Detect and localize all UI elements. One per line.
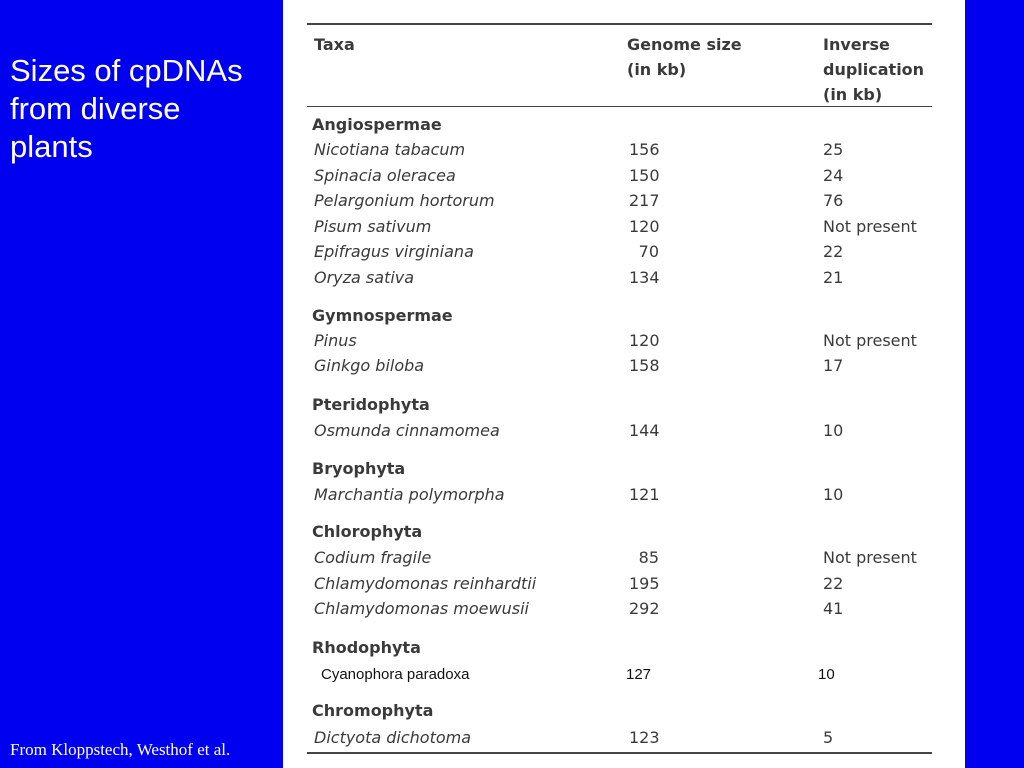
taxon-cell: Nicotiana tabacum: [314, 140, 466, 159]
taxon-cell: Spinacia oleracea: [314, 166, 456, 185]
group-name: Angiospermae: [312, 115, 442, 134]
taxon-cell: Pelargonium hortorum: [314, 191, 495, 210]
inverse-duplication-cell: 25: [823, 140, 844, 159]
source-credit: From Kloppstech, Westhof et al.: [10, 740, 231, 759]
group-heading-row: [283, 395, 965, 420]
group-name: Gymnospermae: [312, 306, 453, 325]
group-name: Bryophyta: [312, 459, 406, 478]
taxon-cell: Osmunda cinnamomea: [314, 421, 500, 440]
inverse-duplication-cell: Not present: [823, 548, 917, 567]
inverse-duplication-cell: 24: [823, 166, 844, 185]
inverse-duplication-cell: Not present: [823, 331, 917, 350]
header-inverse-line: duplication: [823, 60, 925, 79]
table-row: [283, 217, 965, 242]
table-top-rule: [307, 23, 932, 25]
taxon-cell: Cyanophora paradoxa: [321, 666, 470, 683]
header-inverse-line: Inverse: [823, 35, 890, 54]
table-row: [283, 166, 965, 191]
header-inverse-line: (in kb): [823, 85, 883, 104]
genome-size-cell: 120: [629, 331, 660, 350]
taxon-cell: Chlamydomonas reinhardtii: [314, 574, 537, 593]
table-row: [283, 728, 965, 753]
header-genome-line: Genome size: [627, 35, 742, 54]
group-heading-row: [283, 459, 965, 484]
table-row: [283, 666, 965, 691]
inverse-duplication-cell: 17: [823, 356, 844, 375]
table-row: [283, 548, 965, 573]
table-bottom-rule: [307, 752, 932, 754]
slide-title: Sizes of cpDNAs from diverse plants: [10, 53, 243, 164]
group-name: Chlorophyta: [312, 522, 423, 541]
table-row: [283, 421, 965, 446]
table-header-rule: [307, 106, 932, 107]
genome-size-cell: 123: [629, 728, 660, 747]
inverse-duplication-cell: 22: [823, 242, 844, 261]
genome-size-cell: 134: [629, 268, 660, 287]
table-row: [283, 140, 965, 165]
taxon-cell: Pinus: [314, 331, 357, 350]
header-taxa: [314, 32, 355, 57]
genome-size-cell: 121: [629, 485, 660, 504]
header-inverse-duplication: [823, 32, 924, 107]
genome-size-cell: 195: [629, 574, 660, 593]
genome-size-cell: 292: [629, 599, 660, 618]
genome-size-cell: 85: [638, 548, 659, 567]
taxon-cell: Oryza sativa: [314, 268, 415, 287]
group-heading-row: [283, 638, 965, 663]
genome-size-cell: 150: [629, 166, 660, 185]
inverse-duplication-cell: 10: [823, 485, 844, 504]
table-row: [283, 242, 965, 267]
inverse-duplication-cell: 10: [823, 421, 844, 440]
header-genome-line: (in kb): [627, 60, 687, 79]
table-row: [283, 268, 965, 293]
table-row: [283, 485, 965, 510]
inverse-duplication-cell: 41: [823, 599, 844, 618]
genome-size-cell: 144: [629, 421, 660, 440]
group-name: Pteridophyta: [312, 395, 430, 414]
taxon-cell: Dictyota dichotoma: [314, 728, 472, 747]
taxon-cell: Marchantia polymorpha: [314, 485, 505, 504]
header-genome-size: [627, 32, 742, 82]
group-heading-row: [283, 522, 965, 547]
group-heading-row: [283, 306, 965, 331]
genome-size-cell: 158: [629, 356, 660, 375]
header-taxa-line: Taxa: [314, 35, 355, 54]
group-name: Rhodophyta: [312, 638, 421, 657]
cpdna-table: [283, 0, 965, 768]
table-row: [283, 574, 965, 599]
taxon-cell: Ginkgo biloba: [314, 356, 425, 375]
taxon-cell: Codium fragile: [314, 548, 432, 567]
inverse-duplication-cell: 76: [823, 191, 844, 210]
taxon-cell: Chlamydomonas moewusii: [314, 599, 529, 618]
genome-size-cell: 120: [629, 217, 660, 236]
group-heading-row: [283, 701, 965, 726]
inverse-duplication-cell: Not present: [823, 217, 917, 236]
taxon-cell: Pisum sativum: [314, 217, 432, 236]
inverse-duplication-cell: 22: [823, 574, 844, 593]
genome-size-cell: 127: [626, 666, 652, 683]
table-row: [283, 599, 965, 624]
group-heading-row: [283, 115, 965, 140]
inverse-duplication-cell: 21: [823, 268, 844, 287]
taxon-cell: Epifragus virginiana: [314, 242, 474, 261]
genome-size-cell: 156: [629, 140, 660, 159]
table-row: [283, 331, 965, 356]
table-row: [283, 191, 965, 216]
inverse-duplication-cell: 5: [823, 728, 834, 747]
genome-size-cell: 70: [638, 242, 659, 261]
inverse-duplication-cell: 10: [818, 666, 835, 683]
group-name: Chromophyta: [312, 701, 434, 720]
genome-size-cell: 217: [629, 191, 660, 210]
table-row: [283, 356, 965, 381]
